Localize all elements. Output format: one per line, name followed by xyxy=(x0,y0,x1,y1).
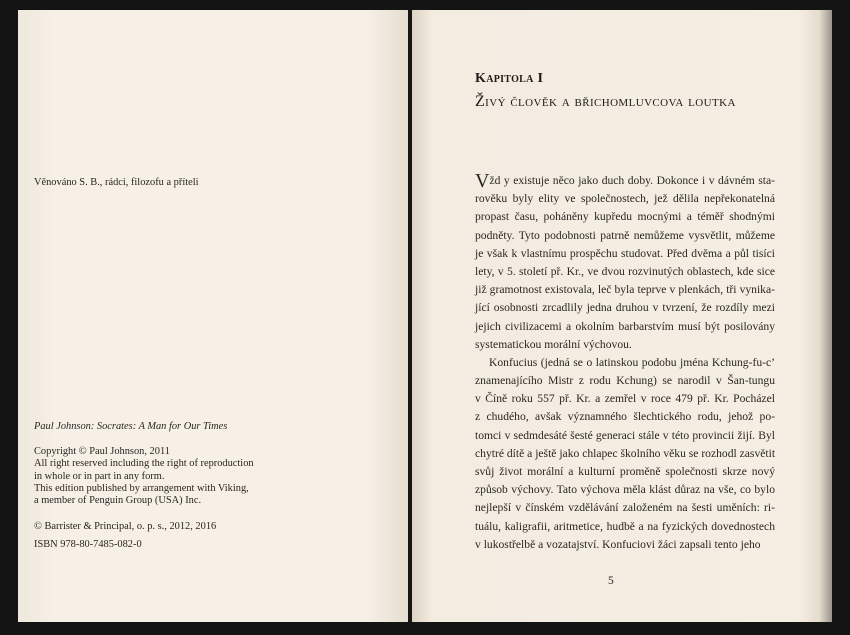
chapter-title: Živý člověk a břichomluvcova loutka xyxy=(475,93,736,110)
text-line xyxy=(475,263,775,281)
text-line xyxy=(475,299,775,317)
copyright-line: Copyright © Paul Johnson, 2011 xyxy=(34,446,170,457)
text-line-content: lety, v 5. století př. Kr., ve dvou rozvinutých oblastech, kde sice xyxy=(475,264,775,278)
right-page xyxy=(412,10,832,622)
text-line xyxy=(475,245,775,263)
text-line xyxy=(475,227,775,245)
isbn: ISBN 978-80-7485-082-0 xyxy=(34,539,142,550)
text-line xyxy=(475,208,775,226)
page-number: 5 xyxy=(608,575,614,587)
text-line xyxy=(475,390,775,408)
text-line-content: Konfucius (jedná se o latinskou podobu jména Kchung-fu-c’ xyxy=(489,355,775,369)
text-line-content: z chudého, avšak významného šlechtického rodu, jehož po- xyxy=(475,410,775,424)
chapter-body xyxy=(475,172,775,554)
text-line-content: již gramotnost existovala, leč byla teprve v plenkách, tři vynika- xyxy=(475,283,775,297)
text-line-content: tuálu, kaligrafii, aritmetice, hudbě a na fyzických dovednostech xyxy=(475,519,775,533)
text-line xyxy=(475,518,775,536)
copyright-line: in whole or in part in any form. xyxy=(34,470,165,482)
dedication: Věnováno S. B., rádci, filozofu a příteli xyxy=(34,177,199,188)
left-page xyxy=(18,10,408,622)
text-line-content: znamenajícího Mistr z rodu Kchung) se narodil v Šan-tungu xyxy=(475,374,775,388)
copyright-line: a member of Penguin Group (USA) Inc. xyxy=(34,495,202,507)
text-line-content: způsob výchovy. Tato výchova měla klást důraz na vše, co bylo xyxy=(475,483,775,497)
text-line-content: rověku byly elity ve společnostech, jež dělila nepřekonatelná xyxy=(475,192,775,206)
text-line-content: žd y existuje něco jako duch doby. Dokonce i v dávném sta- xyxy=(489,174,775,187)
text-line-content: v Číně roku 557 př. Kr. a zemřel v roce 479 př. Kr. Pocházel xyxy=(475,392,775,406)
text-line-content: systematickou morální výchovou. xyxy=(475,337,632,351)
text-line-content: v lukostřelbě a vozatajství. Konfuciovi žáci zapsali tento jeho xyxy=(475,537,761,551)
text-line xyxy=(475,354,775,372)
copyright-line: This edition published by arrangement with Viking, xyxy=(34,482,249,494)
text-line-content: podněty. Tyto podobnosti patrně nemůžeme vysvětlit, můžeme xyxy=(475,228,775,242)
text-line xyxy=(475,481,775,499)
text-line xyxy=(475,281,775,299)
text-line-content: svůj život morální a kulturní proměně společnosti skrze nový xyxy=(475,465,775,478)
copyright-line: All right reserved including the right of reproduction xyxy=(34,458,254,470)
chapter-label: Kapitola I xyxy=(475,71,544,86)
text-line xyxy=(475,463,775,481)
text-line-content: nejlepší v čínském vzdělávání založeném na šesti uměních: ri- xyxy=(475,501,775,515)
text-line-content: chytré dítě a ještě jako chlapec školního věku se rozhodl zasvětit xyxy=(475,446,776,460)
text-line xyxy=(475,427,775,445)
text-line xyxy=(475,536,775,554)
text-line-content: je však k vlastnímu prospěchu studovat. Před dvěma a půl tisíci xyxy=(475,246,775,260)
text-line-content: jící osobnosti zrcadlily jedna druhou v tvrzení, že rozdíly mezi xyxy=(475,301,775,315)
text-line xyxy=(475,190,775,208)
drop-cap: V xyxy=(475,170,490,193)
text-line xyxy=(475,499,775,517)
text-line-content: jejich civilizacemi a okolním barbarstvím musí být posilovány xyxy=(475,319,775,333)
text-line-content: propast času, poháněny kupředu mocnými a téměř shodnými xyxy=(475,210,775,224)
original-title: Paul Johnson: Socrates: A Man for Our Times xyxy=(34,421,228,432)
publisher-copyright: © Barrister & Principal, o. p. s., 2012, 2016 xyxy=(34,521,217,532)
text-line xyxy=(475,318,775,336)
text-line xyxy=(475,336,775,354)
text-line-content: tomci v sedmdesáté šesté generaci stále v této provincii žijí. Byl xyxy=(475,428,775,442)
text-line xyxy=(475,408,775,426)
copyright-notice xyxy=(34,446,254,507)
text-line xyxy=(475,170,775,193)
text-line xyxy=(475,372,775,390)
text-line xyxy=(475,445,775,463)
